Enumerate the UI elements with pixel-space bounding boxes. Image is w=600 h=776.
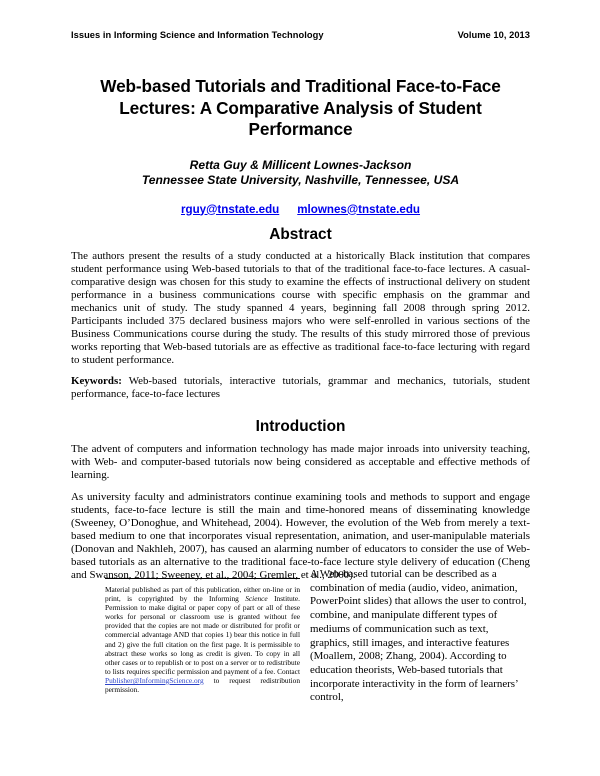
volume-year: Volume 10, 2013 — [457, 30, 530, 40]
notice-part-1: Material published as part of this publication, either on-line or in print, is copyrighted by the Informing — [105, 585, 300, 604]
copyright-notice-box — [105, 578, 300, 694]
notice-part-2: Institute. Permission to make digital or paper copy of part or all of these works for personal or classroom use is granted without fee provided that the copies are not made or distributed for profit or commercial advantage AND that copies 1) bear this notice in full and 2) give the full citation on the first page. It is permissible to abstract these works so long as credit is given. To copy in all other cases or to republish or to post on a server or to redistribute to lists requires specific permission and payment of a fee. Contact — [105, 594, 300, 676]
copyright-notice-text — [105, 585, 300, 694]
notice-part-3: to request redistribution permission. — [105, 675, 300, 695]
running-head — [71, 30, 530, 40]
intro-paragraph-3: A Web-based tutorial can be described as a combination of media (audio, video, animation, PowerPoint slides) that allows the user to control, combine, and manipulate different types of mediums of communication such as text, graphics, still images, and interactive features (Moallem, 2008; Zhang, 2004). According to education theorists, Web-based tutorials that incorporate interactivity in the form of learners’ control, — [310, 568, 527, 704]
email-link-rguy[interactable]: rguy@tnstate.edu — [180, 202, 280, 216]
email-link-mlownes[interactable]: mlownes@tnstate.edu — [297, 202, 421, 216]
notice-italic-science: Science — [245, 594, 268, 604]
notice-divider — [105, 578, 300, 579]
intro-paragraph-2: As university faculty and administrators continue examining tools and methods to support and engage students, face-to-face lecture is still the main and time-honored means of disseminating knowledge (Sweeney, O’Donoghue, and Whitehead, 2004). However, the evolution of the Web from merely a text-based medium to one that incorporates visual representation, animation, and user-manipulable materials (Donovan and Nakhleh, 2007), has caused an alarming number of educators to consider the use of Web-based tutorials as an alternative to the traditional face-to-face lecture style delivery of education (Cheng and Swanson, 2011; Sweeney, et al., 2004; Gremler, et al., 2000). — [71, 490, 530, 582]
journal-name: Issues in Informing Science and Information Technology — [71, 30, 324, 40]
two-column-region — [71, 568, 530, 768]
introduction-heading: Introduction — [255, 417, 346, 435]
keywords-line — [71, 375, 530, 401]
article-content — [71, 62, 530, 591]
author-affiliation: Tennessee State University, Nashville, Tennessee, USA — [141, 173, 460, 187]
intro-continuation-column — [310, 568, 530, 705]
abstract-heading: Abstract — [269, 225, 332, 243]
intro-paragraph-1: The advent of computers and information technology has made major inroads into university teaching, with Web- and computer-based tutorials now being considered as acceptable and effective methods of learning. — [71, 442, 530, 481]
keywords-text: Web-based tutorials, interactive tutorials, grammar and mechanics, tutorials, student performance, face-to-face lectures — [71, 375, 530, 401]
publisher-email-link[interactable]: Publisher@InformingScience.org — [105, 675, 204, 685]
abstract-text: The authors present the results of a study conducted at a historically Black institution that compares student performance using Web-based tutorials to that of the traditional face-to-face lectures. A casual-comparative design was chosen for this study to examine the effects of instructional delivery on student performance in a business communications course with specific emphasis on the grammar and mechanics unit of study. The study spanned 4 years, beginning fall 2008 through spring 2012. Participants included 375 declared business majors who were self-enrolled in various sections of the Business Communications course during the study. The results of this study mirrored those of previous works reporting that Web-based tutorials are as effective as traditional face-to-face lecturing with regard to student performance. — [71, 249, 530, 367]
author-emails — [71, 203, 530, 216]
author-names: Retta Guy & Millicent Lownes-Jackson — [189, 157, 412, 172]
keywords-label: Keywords: — [71, 375, 122, 388]
page-title: Web-based Tutorials and Traditional Face-to-Face Lectures: A Comparative Analysis of Student Performance — [100, 76, 501, 139]
author-block — [71, 158, 530, 189]
